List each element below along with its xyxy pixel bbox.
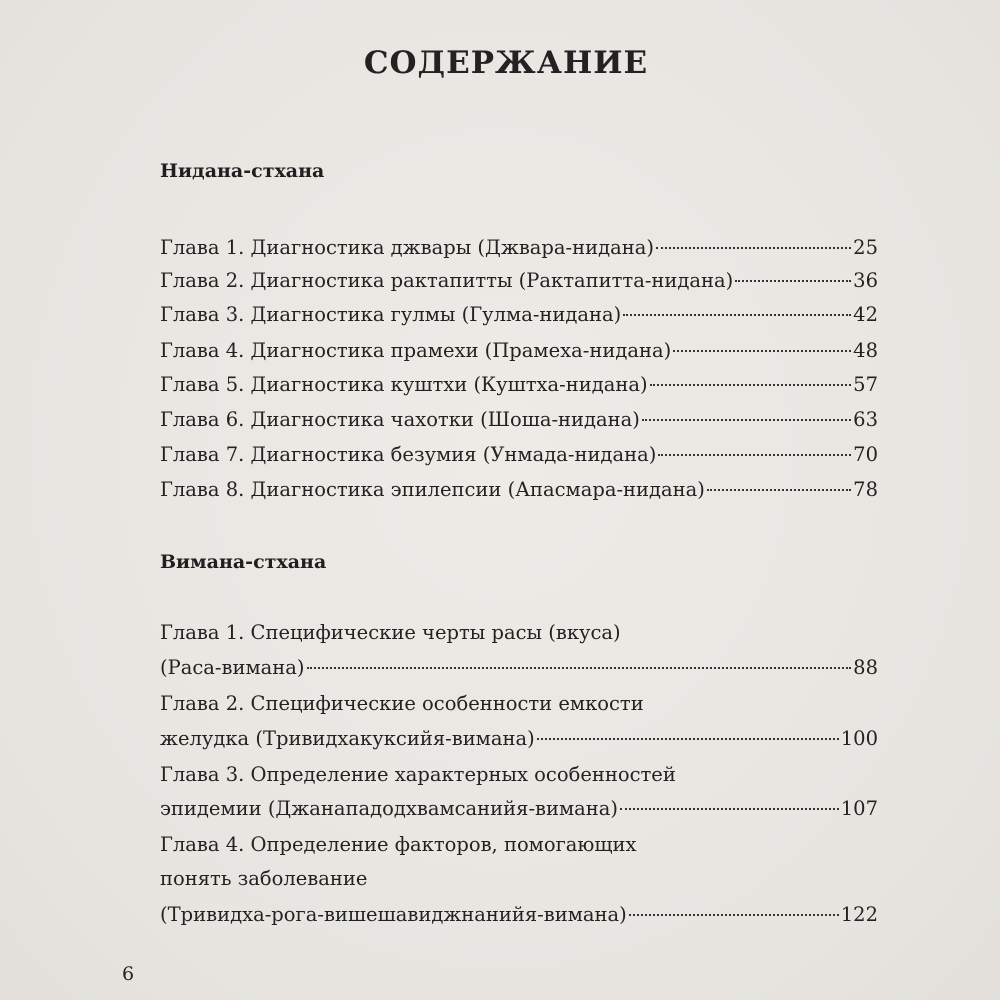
- leader-dots: [537, 738, 839, 740]
- toc-entry[interactable]: [160, 298, 878, 332]
- toc-entry[interactable]: [160, 792, 878, 826]
- toc-entry-title: Глава 5. Диагностика куштхи (Куштха-нидана): [160, 373, 648, 396]
- leader-dots: [623, 314, 851, 316]
- leader-dots: [707, 489, 851, 491]
- toc-entry-page: 42: [853, 303, 878, 326]
- toc-entry[interactable]: [160, 264, 878, 298]
- toc-entry[interactable]: [160, 334, 878, 368]
- toc-entry[interactable]: [160, 438, 878, 472]
- toc-entry-title: Глава 2. Диагностика рактапитты (Рактапитта-нидана): [160, 269, 734, 292]
- toc-entry[interactable]: [160, 473, 878, 507]
- toc-entry[interactable]: [160, 898, 878, 932]
- toc-entry-title: Глава 1. Диагностика джвары (Джвара-нидана): [160, 236, 654, 259]
- toc-entry-title: (Раса-вимана): [160, 656, 305, 679]
- toc-entry-title-line[interactable]: понять заболевание: [160, 867, 368, 890]
- toc-entry-title: (Тривидха-рога-вишешавиджнанийя-вимана): [160, 903, 627, 926]
- page-number: 6: [122, 963, 135, 985]
- toc-entry-title: Глава 7. Диагностика безумия (Унмада-нидана): [160, 443, 657, 466]
- toc-entry-title: эпидемии (Джанападодхвамсанийя-вимана): [160, 797, 619, 820]
- toc-entry-page: 78: [853, 478, 878, 501]
- toc-entry[interactable]: [160, 651, 878, 685]
- toc-entry-title-line[interactable]: Глава 3. Определение характерных особенностей: [160, 763, 676, 786]
- leader-dots: [658, 454, 851, 456]
- leader-dots: [656, 247, 851, 249]
- toc-entry[interactable]: [160, 722, 878, 756]
- toc-entry-title: Глава 8. Диагностика эпилепсии (Апасмара-нидана): [160, 478, 705, 501]
- toc-entry-title-line[interactable]: Глава 2. Специфические особенности емкости: [160, 692, 644, 715]
- toc-entry-page: 100: [840, 727, 878, 750]
- page-title: СОДЕРЖАНИЕ: [363, 45, 649, 81]
- toc-entry-page: 122: [840, 903, 878, 926]
- toc-entry-title-line[interactable]: Глава 1. Специфические черты расы (вкуса): [160, 621, 621, 644]
- toc-entry[interactable]: [160, 368, 878, 402]
- leader-dots: [620, 808, 839, 810]
- toc-entry-page: 63: [853, 408, 878, 431]
- section-heading: Вимана-стхана: [160, 551, 327, 573]
- toc-entry[interactable]: [160, 231, 878, 265]
- toc-entry-page: 48: [853, 339, 878, 362]
- toc-entry-page: 70: [853, 443, 878, 466]
- leader-dots: [307, 667, 852, 669]
- leader-dots: [650, 384, 852, 386]
- leader-dots: [735, 280, 851, 282]
- toc-entry-page: 107: [840, 797, 878, 820]
- toc-entry-title: Глава 4. Диагностика прамехи (Прамеха-нидана): [160, 339, 672, 362]
- section-heading: Нидана-стхана: [160, 160, 325, 182]
- leader-dots: [629, 914, 839, 916]
- toc-entry-title-line[interactable]: Глава 4. Определение факторов, помогающих: [160, 833, 637, 856]
- leader-dots: [642, 419, 851, 421]
- toc-entry[interactable]: [160, 403, 878, 437]
- toc-entry-page: 57: [853, 373, 878, 396]
- toc-entry-page: 36: [853, 269, 878, 292]
- toc-entry-title: Глава 6. Диагностика чахотки (Шоша-нидана): [160, 408, 640, 431]
- toc-entry-page: 88: [853, 656, 878, 679]
- toc-entry-title: Глава 3. Диагностика гулмы (Гулма-нидана): [160, 303, 622, 326]
- toc-entry-title: желудка (Тривидхакуксийя-вимана): [160, 727, 535, 750]
- toc-entry-page: 25: [853, 236, 878, 259]
- leader-dots: [673, 350, 851, 352]
